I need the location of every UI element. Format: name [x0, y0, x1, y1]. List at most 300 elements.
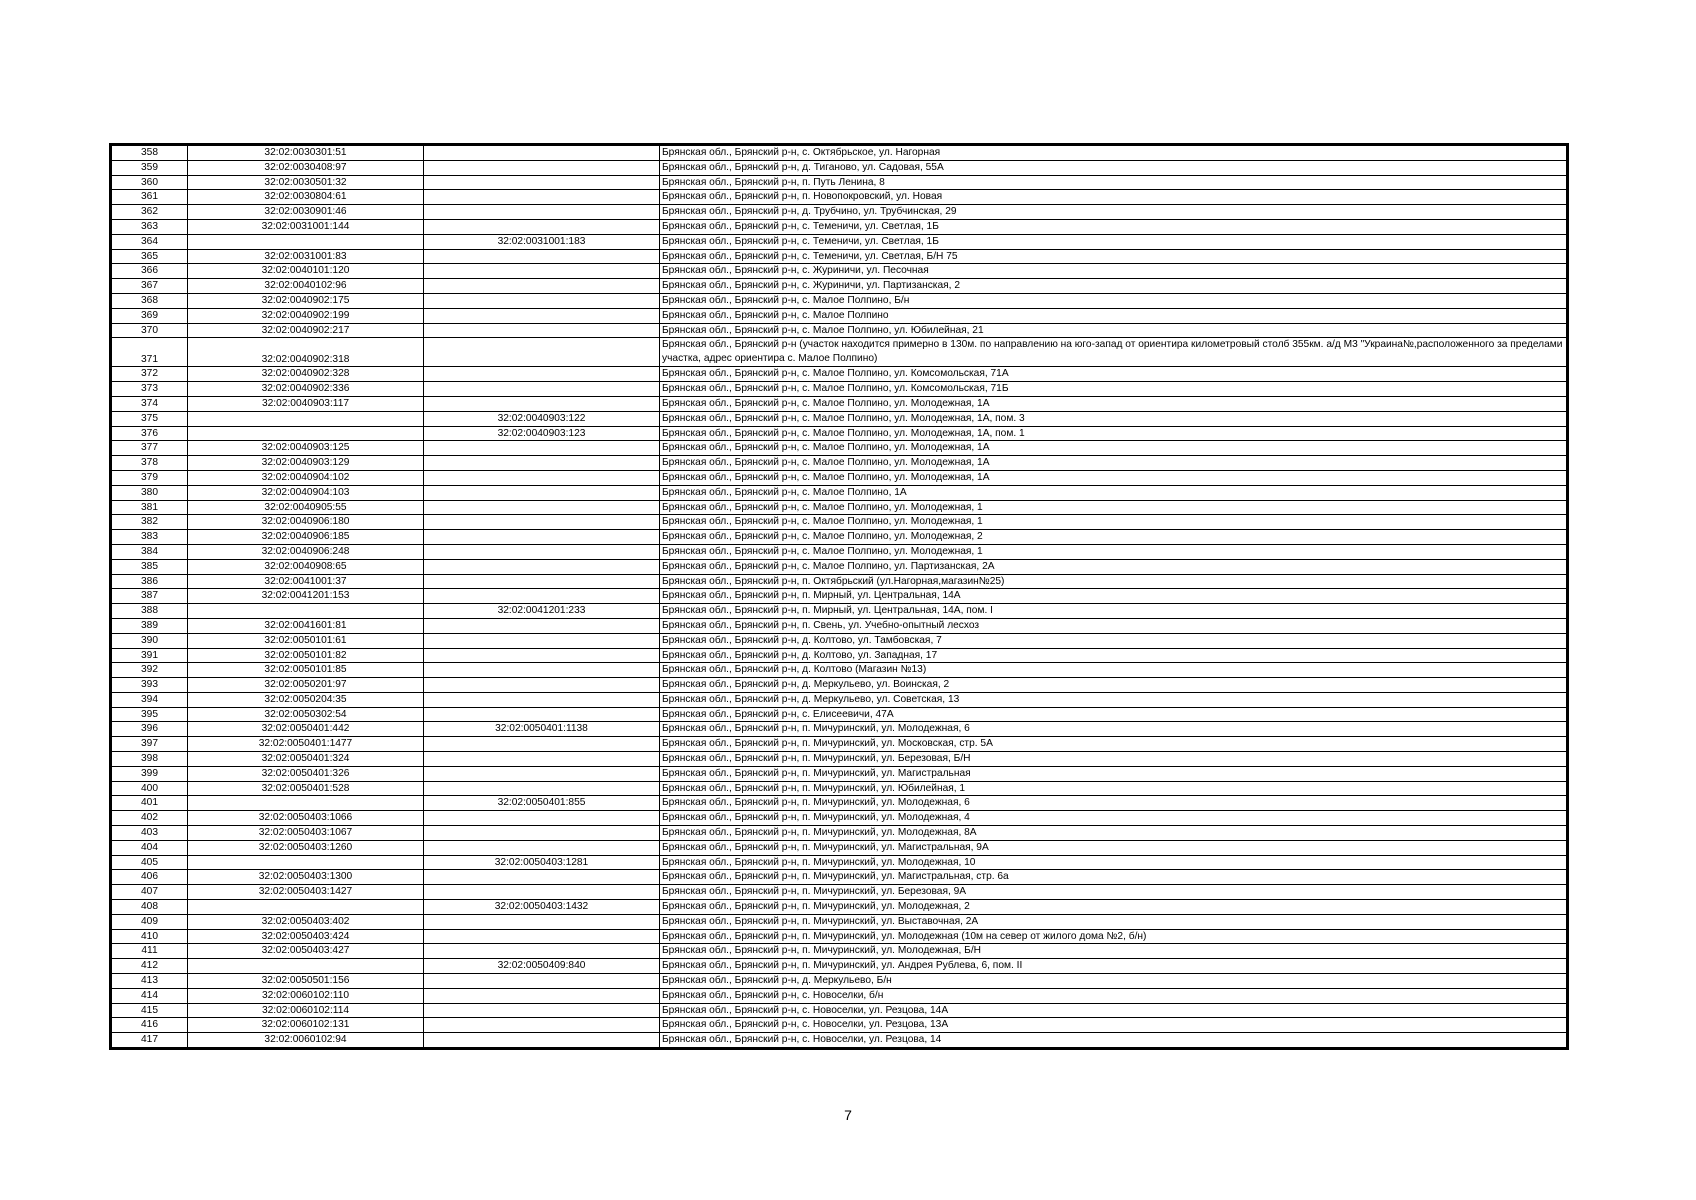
- table-row: [112, 914, 1567, 929]
- address-cell: Брянская обл., Брянский р-н, п. Свень, ул. Учебно-опытный лесхоз: [660, 618, 1567, 633]
- cadastral-number-cell: 32:02:0040906:185: [188, 530, 424, 545]
- cadastral-number-cell: 32:02:0031001:83: [188, 249, 424, 264]
- row-number-cell: 411: [112, 944, 188, 959]
- table-row: [112, 219, 1567, 234]
- premises-cadastral-number-cell: [424, 988, 660, 1003]
- table-row: [112, 559, 1567, 574]
- address-cell: Брянская обл., Брянский р-н, с. Новоселки, ул. Резцова, 13А: [660, 1018, 1567, 1033]
- cadastral-number-cell: 32:02:0050403:1066: [188, 811, 424, 826]
- row-number-cell: 416: [112, 1018, 188, 1033]
- address-cell: Брянская обл., Брянский р-н, п. Мичуринский, ул. Молодежная, 6: [660, 722, 1567, 737]
- row-number-cell: 392: [112, 663, 188, 678]
- table-row: [112, 855, 1567, 870]
- row-number-cell: 372: [112, 367, 188, 382]
- table-row: [112, 678, 1567, 693]
- row-number-cell: 396: [112, 722, 188, 737]
- table-row: [112, 885, 1567, 900]
- address-cell: Брянская обл., Брянский р-н, п. Мичуринский, ул. Магистральная: [660, 766, 1567, 781]
- table-row: [112, 293, 1567, 308]
- address-cell: Брянская обл., Брянский р-н, с. Новоселки, ул. Резцова, 14А: [660, 1003, 1567, 1018]
- row-number-cell: 366: [112, 264, 188, 279]
- address-cell: Брянская обл., Брянский р-н, п. Мичуринский, ул. Березовая, 9А: [660, 885, 1567, 900]
- cadastral-number-cell: 32:02:0050101:85: [188, 663, 424, 678]
- address-cell: Брянская обл., Брянский р-н, д. Колтово, ул. Западная, 17: [660, 648, 1567, 663]
- address-cell: Брянская обл., Брянский р-н, п. Мичуринский, ул. Молодежная, Б/Н: [660, 944, 1567, 959]
- premises-cadastral-number-cell: 32:02:0050403:1432: [424, 900, 660, 915]
- table-row: [112, 766, 1567, 781]
- address-cell: Брянская обл., Брянский р-н, с. Малое Полпино, Б/н: [660, 293, 1567, 308]
- premises-cadastral-number-cell: [424, 293, 660, 308]
- premises-cadastral-number-cell: [424, 470, 660, 485]
- table-row: [112, 692, 1567, 707]
- premises-cadastral-number-cell: [424, 338, 660, 367]
- row-number-cell: 412: [112, 959, 188, 974]
- table-row: [112, 426, 1567, 441]
- row-number-cell: 377: [112, 441, 188, 456]
- cadastral-number-cell: 32:02:0040902:175: [188, 293, 424, 308]
- address-cell: Брянская обл., Брянский р-н, п. Мичуринский, ул. Юбилейная, 1: [660, 781, 1567, 796]
- premises-cadastral-number-cell: [424, 264, 660, 279]
- table-row: [112, 988, 1567, 1003]
- cadastral-number-cell: 32:02:0040902:318: [188, 338, 424, 367]
- premises-cadastral-number-cell: [424, 146, 660, 161]
- table-row: [112, 382, 1567, 397]
- premises-cadastral-number-cell: 32:02:0041201:233: [424, 604, 660, 619]
- row-number-cell: 410: [112, 929, 188, 944]
- row-number-cell: 359: [112, 160, 188, 175]
- row-number-cell: 409: [112, 914, 188, 929]
- table-row: [112, 900, 1567, 915]
- table-row: [112, 1018, 1567, 1033]
- address-cell: Брянская обл., Брянский р-н, с. Малое Полпино, 1А: [660, 485, 1567, 500]
- row-number-cell: 376: [112, 426, 188, 441]
- table-row: [112, 974, 1567, 989]
- address-cell: Брянская обл., Брянский р-н, п. Мирный, ул. Центральная, 14А, пом. I: [660, 604, 1567, 619]
- row-number-cell: 413: [112, 974, 188, 989]
- address-cell: Брянская обл., Брянский р-н, с. Малое Полпино, ул. Юбилейная, 21: [660, 323, 1567, 338]
- row-number-cell: 367: [112, 279, 188, 294]
- address-cell: Брянская обл., Брянский р-н, с. Малое Полпино, ул. Молодежная, 1А, пом. 1: [660, 426, 1567, 441]
- cadastral-number-cell: 32:02:0030901:46: [188, 205, 424, 220]
- premises-cadastral-number-cell: [424, 618, 660, 633]
- table-row: [112, 308, 1567, 323]
- cadastral-number-cell: 32:02:0050401:528: [188, 781, 424, 796]
- address-cell: Брянская обл., Брянский р-н, с. Малое Полпино, ул. Молодежная, 1А: [660, 396, 1567, 411]
- address-cell: Брянская обл., Брянский р-н, д. Меркульево, ул. Воинская, 2: [660, 678, 1567, 693]
- row-number-cell: 380: [112, 485, 188, 500]
- table-row: [112, 175, 1567, 190]
- address-cell: Брянская обл., Брянский р-н, с. Октябрьское, ул. Нагорная: [660, 146, 1567, 161]
- premises-cadastral-number-cell: [424, 589, 660, 604]
- row-number-cell: 373: [112, 382, 188, 397]
- address-cell: Брянская обл., Брянский р-н, с. Малое Полпино, ул. Комсомольская, 71А: [660, 367, 1567, 382]
- cadastral-number-cell: 32:02:0050403:1260: [188, 840, 424, 855]
- cadastral-number-cell: 32:02:0050403:424: [188, 929, 424, 944]
- address-cell: Брянская обл., Брянский р-н, с. Теменичи, ул. Светлая, 1Б: [660, 219, 1567, 234]
- premises-cadastral-number-cell: [424, 190, 660, 205]
- premises-cadastral-number-cell: [424, 1018, 660, 1033]
- table-row: [112, 663, 1567, 678]
- premises-cadastral-number-cell: [424, 944, 660, 959]
- premises-cadastral-number-cell: [424, 914, 660, 929]
- cadastral-number-cell: 32:02:0040903:129: [188, 456, 424, 471]
- cadastral-number-cell: 32:02:0040902:217: [188, 323, 424, 338]
- premises-cadastral-number-cell: [424, 663, 660, 678]
- premises-cadastral-number-cell: [424, 530, 660, 545]
- row-number-cell: 398: [112, 752, 188, 767]
- premises-cadastral-number-cell: [424, 382, 660, 397]
- table-row: [112, 826, 1567, 841]
- cadastral-number-cell: 32:02:0040902:328: [188, 367, 424, 382]
- cadastral-number-cell: 32:02:0050101:82: [188, 648, 424, 663]
- table-row: [112, 633, 1567, 648]
- address-cell: Брянская обл., Брянский р-н, п. Мичуринский, ул. Андрея Рублева, 6, пом. II: [660, 959, 1567, 974]
- table-row: [112, 411, 1567, 426]
- cadastral-number-cell: 32:02:0040905:55: [188, 500, 424, 515]
- row-number-cell: 395: [112, 707, 188, 722]
- address-cell: Брянская обл., Брянский р-н, с. Новоселки, ул. Резцова, 14: [660, 1033, 1567, 1048]
- cadastral-number-cell: 32:02:0060102:94: [188, 1033, 424, 1048]
- table-row: [112, 205, 1567, 220]
- row-number-cell: 388: [112, 604, 188, 619]
- cadastral-number-cell: 32:02:0040908:65: [188, 559, 424, 574]
- premises-cadastral-number-cell: [424, 515, 660, 530]
- address-cell: Брянская обл., Брянский р-н, п. Мичуринский, ул. Магистральная, 9А: [660, 840, 1567, 855]
- address-cell: Брянская обл., Брянский р-н, п. Мичуринский, ул. Молодежная (10м на север от жилого дома №2, б/н): [660, 929, 1567, 944]
- row-number-cell: 386: [112, 574, 188, 589]
- address-cell: Брянская обл., Брянский р-н, д. Трубчино, ул. Трубчинская, 29: [660, 205, 1567, 220]
- row-number-cell: 375: [112, 411, 188, 426]
- premises-cadastral-number-cell: [424, 692, 660, 707]
- table-row: [112, 396, 1567, 411]
- address-cell: Брянская обл., Брянский р-н, с. Малое Полпино, ул. Молодежная, 1: [660, 515, 1567, 530]
- row-number-cell: 404: [112, 840, 188, 855]
- row-number-cell: 403: [112, 826, 188, 841]
- premises-cadastral-number-cell: [424, 367, 660, 382]
- row-number-cell: 364: [112, 234, 188, 249]
- cadastral-number-cell: 32:02:0050403:1427: [188, 885, 424, 900]
- table-row: [112, 190, 1567, 205]
- table-row: [112, 589, 1567, 604]
- row-number-cell: 378: [112, 456, 188, 471]
- premises-cadastral-number-cell: [424, 811, 660, 826]
- address-cell: Брянская обл., Брянский р-н (участок находится примерно в 130м. по направлению на юго-запад от ориентира километровый столб 355км. а/д М3 "Украина№,расположенного за пределами участка, адрес ориентира с. Малое Полпино): [660, 338, 1567, 367]
- table-row: [112, 323, 1567, 338]
- address-cell: Брянская обл., Брянский р-н, п. Мичуринский, ул. Молодежная, 6: [660, 796, 1567, 811]
- address-cell: Брянская обл., Брянский р-н, п. Путь Ленина, 8: [660, 175, 1567, 190]
- row-number-cell: 415: [112, 1003, 188, 1018]
- table-row: [112, 367, 1567, 382]
- row-number-cell: 369: [112, 308, 188, 323]
- premises-cadastral-number-cell: 32:02:0040903:123: [424, 426, 660, 441]
- table-row: [112, 604, 1567, 619]
- address-cell: Брянская обл., Брянский р-н, п. Мирный, ул. Центральная, 14А: [660, 589, 1567, 604]
- table-row: [112, 737, 1567, 752]
- premises-cadastral-number-cell: [424, 396, 660, 411]
- table-row: [112, 249, 1567, 264]
- cadastral-number-cell: [188, 604, 424, 619]
- premises-cadastral-number-cell: [424, 633, 660, 648]
- cadastral-number-cell: 32:02:0050403:402: [188, 914, 424, 929]
- table-row: [112, 781, 1567, 796]
- cadastral-number-cell: [188, 796, 424, 811]
- address-cell: Брянская обл., Брянский р-н, п. Мичуринский, ул. Молодежная, 10: [660, 855, 1567, 870]
- row-number-cell: 406: [112, 870, 188, 885]
- premises-cadastral-number-cell: [424, 1033, 660, 1048]
- table-row: [112, 722, 1567, 737]
- table-row: [112, 160, 1567, 175]
- address-cell: Брянская обл., Брянский р-н, с. Теменичи, ул. Светлая, Б/Н 75: [660, 249, 1567, 264]
- table-row: [112, 485, 1567, 500]
- premises-cadastral-number-cell: [424, 1003, 660, 1018]
- address-cell: Брянская обл., Брянский р-н, с. Теменичи, ул. Светлая, 1Б: [660, 234, 1567, 249]
- address-cell: Брянская обл., Брянский р-н, д. Колтово, ул. Тамбовская, 7: [660, 633, 1567, 648]
- premises-cadastral-number-cell: 32:02:0050401:1138: [424, 722, 660, 737]
- table-row: [112, 811, 1567, 826]
- cadastral-number-cell: 32:02:0050302:54: [188, 707, 424, 722]
- cadastral-number-cell: 32:02:0041201:153: [188, 589, 424, 604]
- cadastral-number-cell: 32:02:0041001:37: [188, 574, 424, 589]
- premises-cadastral-number-cell: [424, 308, 660, 323]
- address-cell: Брянская обл., Брянский р-н, с. Елисеевичи, 47А: [660, 707, 1567, 722]
- address-cell: Брянская обл., Брянский р-н, д. Меркульево, ул. Советская, 13: [660, 692, 1567, 707]
- premises-cadastral-number-cell: [424, 485, 660, 500]
- row-number-cell: 408: [112, 900, 188, 915]
- premises-cadastral-number-cell: [424, 974, 660, 989]
- row-number-cell: 363: [112, 219, 188, 234]
- address-cell: Брянская обл., Брянский р-н, с. Журиничи, ул. Партизанская, 2: [660, 279, 1567, 294]
- row-number-cell: 394: [112, 692, 188, 707]
- table-row: [112, 470, 1567, 485]
- row-number-cell: 381: [112, 500, 188, 515]
- row-number-cell: 358: [112, 146, 188, 161]
- row-number-cell: 370: [112, 323, 188, 338]
- premises-cadastral-number-cell: 32:02:0050401:855: [424, 796, 660, 811]
- registry-table: [111, 145, 1567, 1048]
- cadastral-number-cell: [188, 959, 424, 974]
- table-row: [112, 929, 1567, 944]
- row-number-cell: 387: [112, 589, 188, 604]
- premises-cadastral-number-cell: [424, 500, 660, 515]
- cadastral-number-cell: 32:02:0030804:61: [188, 190, 424, 205]
- cadastral-number-cell: 32:02:0040902:199: [188, 308, 424, 323]
- cadastral-number-cell: 32:02:0060102:131: [188, 1018, 424, 1033]
- table-row: [112, 500, 1567, 515]
- cadastral-number-cell: 32:02:0060102:110: [188, 988, 424, 1003]
- cadastral-number-cell: 32:02:0040102:96: [188, 279, 424, 294]
- row-number-cell: 368: [112, 293, 188, 308]
- address-cell: Брянская обл., Брянский р-н, с. Журиничи, ул. Песочная: [660, 264, 1567, 279]
- cadastral-number-cell: 32:02:0050401:324: [188, 752, 424, 767]
- cadastral-number-cell: 32:02:0050204:35: [188, 692, 424, 707]
- cadastral-number-cell: 32:02:0050101:61: [188, 633, 424, 648]
- row-number-cell: 382: [112, 515, 188, 530]
- premises-cadastral-number-cell: [424, 219, 660, 234]
- row-number-cell: 402: [112, 811, 188, 826]
- premises-cadastral-number-cell: [424, 160, 660, 175]
- premises-cadastral-number-cell: 32:02:0040903:122: [424, 411, 660, 426]
- row-number-cell: 390: [112, 633, 188, 648]
- cadastral-number-cell: 32:02:0031001:144: [188, 219, 424, 234]
- premises-cadastral-number-cell: 32:02:0050409:840: [424, 959, 660, 974]
- table-row: [112, 840, 1567, 855]
- cadastral-number-cell: 32:02:0030501:32: [188, 175, 424, 190]
- address-cell: Брянская обл., Брянский р-н, с. Малое Полпино: [660, 308, 1567, 323]
- premises-cadastral-number-cell: [424, 175, 660, 190]
- premises-cadastral-number-cell: [424, 737, 660, 752]
- premises-cadastral-number-cell: [424, 279, 660, 294]
- address-cell: Брянская обл., Брянский р-н, п. Мичуринский, ул. Московская, стр. 5А: [660, 737, 1567, 752]
- cadastral-number-cell: 32:02:0050403:1067: [188, 826, 424, 841]
- premises-cadastral-number-cell: [424, 826, 660, 841]
- cadastral-number-cell: 32:02:0040902:336: [188, 382, 424, 397]
- table-row: [112, 618, 1567, 633]
- cadastral-number-cell: 32:02:0050201:97: [188, 678, 424, 693]
- premises-cadastral-number-cell: [424, 840, 660, 855]
- address-cell: Брянская обл., Брянский р-н, с. Малое Полпино, ул. Молодежная, 1А: [660, 470, 1567, 485]
- table-row: [112, 870, 1567, 885]
- premises-cadastral-number-cell: [424, 929, 660, 944]
- address-cell: Брянская обл., Брянский р-н, п. Мичуринский, ул. Молодежная, 4: [660, 811, 1567, 826]
- premises-cadastral-number-cell: [424, 781, 660, 796]
- premises-cadastral-number-cell: [424, 441, 660, 456]
- table-row: [112, 1003, 1567, 1018]
- table-row: [112, 574, 1567, 589]
- address-cell: Брянская обл., Брянский р-н, п. Мичуринский, ул. Магистральная, стр. 6а: [660, 870, 1567, 885]
- cadastral-number-cell: 32:02:0050403:427: [188, 944, 424, 959]
- premises-cadastral-number-cell: [424, 648, 660, 663]
- cadastral-number-cell: 32:02:0030301:51: [188, 146, 424, 161]
- address-cell: Брянская обл., Брянский р-н, с. Малое Полпино, ул. Молодежная, 1А: [660, 441, 1567, 456]
- premises-cadastral-number-cell: [424, 870, 660, 885]
- cadastral-number-cell: [188, 426, 424, 441]
- address-cell: Брянская обл., Брянский р-н, п. Мичуринский, ул. Молодежная, 8А: [660, 826, 1567, 841]
- cadastral-number-cell: [188, 411, 424, 426]
- row-number-cell: 405: [112, 855, 188, 870]
- table-row: [112, 234, 1567, 249]
- table-row: [112, 707, 1567, 722]
- address-cell: Брянская обл., Брянский р-н, п. Мичуринский, ул. Молодежная, 2: [660, 900, 1567, 915]
- registry-table-frame: [109, 143, 1569, 1050]
- cadastral-number-cell: 32:02:0040903:117: [188, 396, 424, 411]
- table-row: [112, 544, 1567, 559]
- row-number-cell: 407: [112, 885, 188, 900]
- address-cell: Брянская обл., Брянский р-н, с. Малое Полпино, ул. Партизанская, 2А: [660, 559, 1567, 574]
- premises-cadastral-number-cell: [424, 678, 660, 693]
- cadastral-number-cell: 32:02:0030408:97: [188, 160, 424, 175]
- row-number-cell: 385: [112, 559, 188, 574]
- row-number-cell: 414: [112, 988, 188, 1003]
- address-cell: Брянская обл., Брянский р-н, д. Тиганово, ул. Садовая, 55А: [660, 160, 1567, 175]
- address-cell: Брянская обл., Брянский р-н, с. Новоселки, б/н: [660, 988, 1567, 1003]
- premises-cadastral-number-cell: 32:02:0050403:1281: [424, 855, 660, 870]
- address-cell: Брянская обл., Брянский р-н, п. Новопокровский, ул. Новая: [660, 190, 1567, 205]
- table-row: [112, 1033, 1567, 1048]
- address-cell: Брянская обл., Брянский р-н, с. Малое Полпино, ул. Молодежная, 1А: [660, 456, 1567, 471]
- cadastral-number-cell: [188, 234, 424, 249]
- table-row: [112, 456, 1567, 471]
- cadastral-number-cell: 32:02:0040904:102: [188, 470, 424, 485]
- premises-cadastral-number-cell: [424, 323, 660, 338]
- row-number-cell: 362: [112, 205, 188, 220]
- cadastral-number-cell: 32:02:0041601:81: [188, 618, 424, 633]
- address-cell: Брянская обл., Брянский р-н, с. Малое Полпино, ул. Комсомольская, 71Б: [660, 382, 1567, 397]
- cadastral-number-cell: 32:02:0040903:125: [188, 441, 424, 456]
- cadastral-number-cell: 32:02:0040906:180: [188, 515, 424, 530]
- table-row: [112, 648, 1567, 663]
- cadastral-number-cell: 32:02:0040101:120: [188, 264, 424, 279]
- cadastral-number-cell: 32:02:0050401:442: [188, 722, 424, 737]
- table-row: [112, 796, 1567, 811]
- premises-cadastral-number-cell: [424, 559, 660, 574]
- premises-cadastral-number-cell: 32:02:0031001:183: [424, 234, 660, 249]
- table-row: [112, 530, 1567, 545]
- row-number-cell: 400: [112, 781, 188, 796]
- table-row: [112, 279, 1567, 294]
- row-number-cell: 399: [112, 766, 188, 781]
- table-row: [112, 264, 1567, 279]
- table-row: [112, 959, 1567, 974]
- cadastral-number-cell: 32:02:0050501:156: [188, 974, 424, 989]
- premises-cadastral-number-cell: [424, 752, 660, 767]
- row-number-cell: 379: [112, 470, 188, 485]
- address-cell: Брянская обл., Брянский р-н, с. Малое Полпино, ул. Молодежная, 2: [660, 530, 1567, 545]
- row-number-cell: 383: [112, 530, 188, 545]
- row-number-cell: 401: [112, 796, 188, 811]
- row-number-cell: 417: [112, 1033, 188, 1048]
- address-cell: Брянская обл., Брянский р-н, с. Малое Полпино, ул. Молодежная, 1: [660, 544, 1567, 559]
- cadastral-number-cell: [188, 900, 424, 915]
- address-cell: Брянская обл., Брянский р-н, п. Октябрьский (ул.Нагорная,магазин№25): [660, 574, 1567, 589]
- row-number-cell: 361: [112, 190, 188, 205]
- cadastral-number-cell: 32:02:0040904:103: [188, 485, 424, 500]
- table-row: [112, 441, 1567, 456]
- premises-cadastral-number-cell: [424, 249, 660, 264]
- address-cell: Брянская обл., Брянский р-н, д. Меркульево, Б/н: [660, 974, 1567, 989]
- premises-cadastral-number-cell: [424, 544, 660, 559]
- page-number: 7: [844, 1107, 852, 1123]
- row-number-cell: 374: [112, 396, 188, 411]
- premises-cadastral-number-cell: [424, 456, 660, 471]
- table-row: [112, 752, 1567, 767]
- row-number-cell: 391: [112, 648, 188, 663]
- premises-cadastral-number-cell: [424, 766, 660, 781]
- cadastral-number-cell: 32:02:0050401:326: [188, 766, 424, 781]
- row-number-cell: 360: [112, 175, 188, 190]
- table-row: [112, 146, 1567, 161]
- row-number-cell: 393: [112, 678, 188, 693]
- cadastral-number-cell: [188, 855, 424, 870]
- premises-cadastral-number-cell: [424, 205, 660, 220]
- cadastral-number-cell: 32:02:0060102:114: [188, 1003, 424, 1018]
- premises-cadastral-number-cell: [424, 707, 660, 722]
- cadastral-number-cell: 32:02:0040906:248: [188, 544, 424, 559]
- premises-cadastral-number-cell: [424, 574, 660, 589]
- cadastral-number-cell: 32:02:0050401:1477: [188, 737, 424, 752]
- address-cell: Брянская обл., Брянский р-н, д. Колтово (Магазин №13): [660, 663, 1567, 678]
- address-cell: Брянская обл., Брянский р-н, п. Мичуринский, ул. Выставочная, 2А: [660, 914, 1567, 929]
- row-number-cell: 397: [112, 737, 188, 752]
- cadastral-number-cell: 32:02:0050403:1300: [188, 870, 424, 885]
- row-number-cell: 365: [112, 249, 188, 264]
- row-number-cell: 384: [112, 544, 188, 559]
- address-cell: Брянская обл., Брянский р-н, п. Мичуринский, ул. Березовая, Б/Н: [660, 752, 1567, 767]
- table-row: [112, 515, 1567, 530]
- row-number-cell: 371: [112, 338, 188, 367]
- row-number-cell: 389: [112, 618, 188, 633]
- address-cell: Брянская обл., Брянский р-н, с. Малое Полпино, ул. Молодежная, 1: [660, 500, 1567, 515]
- premises-cadastral-number-cell: [424, 885, 660, 900]
